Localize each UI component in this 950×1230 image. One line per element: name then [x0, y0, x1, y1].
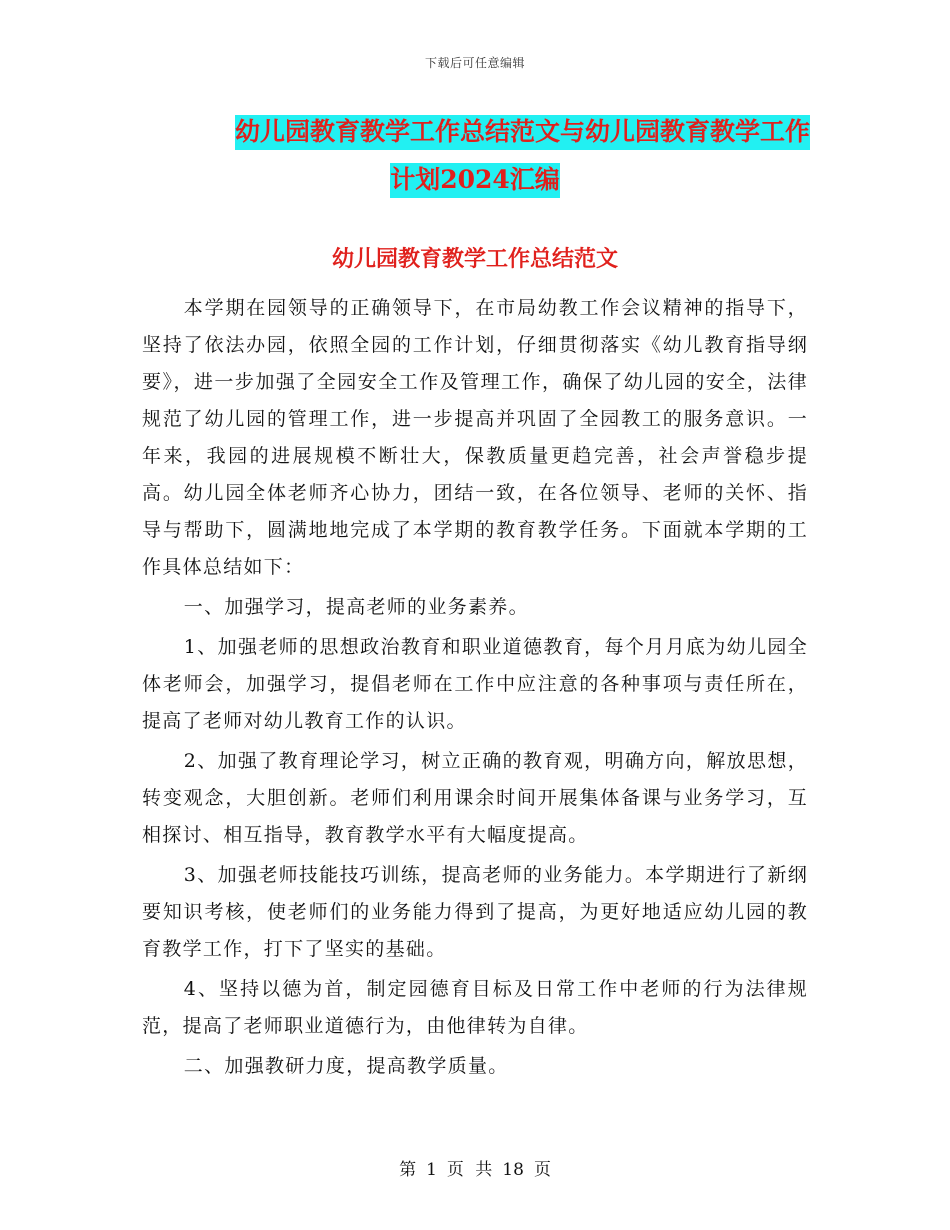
- page-footer: [0, 1155, 950, 1180]
- footer-prefix: 第: [399, 1160, 417, 1180]
- section-title: 幼儿园教育教学工作总结范文: [331, 246, 618, 272]
- title-line-2-wrap: [140, 156, 810, 204]
- body-text: [142, 290, 808, 1085]
- footer-page-number: 1: [426, 1160, 437, 1180]
- paragraph-item-2: 2、加强了教育理论学习，树立正确的教育观，明确方向，解放思想，转变观念，大胆创新。老师们利用课余时间开展集体备课与业务学习，互相探讨、相互指导，教育教学水平有大幅度提高。: [142, 750, 808, 846]
- footer-total-pages: 18: [502, 1160, 524, 1180]
- paragraph-heading-1: 一、加强学习，提高老师的业务素养。: [183, 596, 529, 618]
- footer-middle: 页 共: [446, 1160, 493, 1180]
- title-line-2: 计划2024汇编: [390, 163, 560, 198]
- document-title: [140, 108, 810, 204]
- paragraph-item-1: 1、加强老师的思想政治教育和职业道德教育，每个月月底为幼儿园全体老师会，加强学习，提倡老师在工作中应注意的各种事项与责任所在，提高了老师对幼儿教育工作的认识。: [142, 636, 808, 732]
- footer-suffix: 页: [533, 1160, 551, 1180]
- paragraph-intro: 本学期在园领导的正确领导下，在市局幼教工作会议精神的指导下，坚持了依法办园，依照全园的工作计划，仔细贯彻落实《幼儿教育指导纲要》，进一步加强了全园安全工作及管理工作，确保了幼儿园的安全，法律规范了幼儿园的管理工作，进一步提高并巩固了全园教工的服务意识。一年来，我园的进展规模不断壮大，保教质量更趋完善，社会声誉稳步提高。幼儿园全体老师齐心协力，团结一致，在各位领导、老师的关怀、指导与帮助下，圆满地地完成了本学期的教育教学任务。下面就本学期的工作具体总结如下：: [142, 297, 808, 578]
- title-line-1-wrap: [140, 108, 810, 156]
- title-line-1: 幼儿园教育教学工作总结范文与幼儿园教育教学工作: [235, 115, 810, 150]
- header-note: 下载后可任意编辑: [424, 56, 525, 70]
- paragraph-item-4: 4、坚持以德为首，制定园德育目标及日常工作中老师的行为法律规范，提高了老师职业道德行为，由他律转为自律。: [142, 978, 808, 1037]
- paragraph-heading-2: 二、加强教研力度，提高教学质量。: [183, 1055, 509, 1077]
- paragraph-item-3: 3、加强老师技能技巧训练，提高老师的业务能力。本学期进行了新纲要知识考核，使老师们的业务能力得到了提高，为更好地适应幼儿园的教育教学工作，打下了坚实的基础。: [142, 864, 808, 960]
